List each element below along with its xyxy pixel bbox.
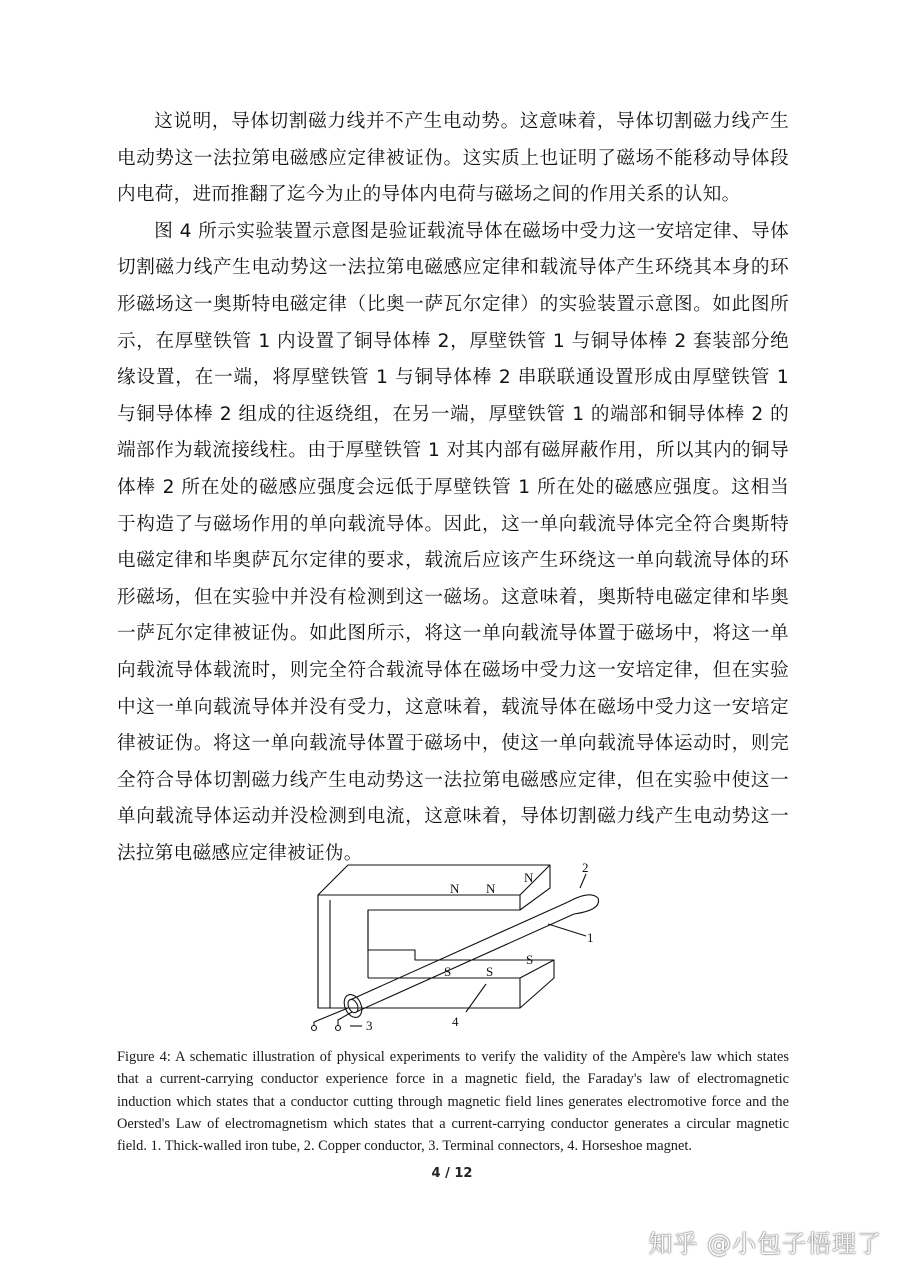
figure-caption: Figure 4: A schematic illustration of physical experiments to verify the validity of the Ampère's law which states that a current-carrying conductor experience force in a magnetic field, the Faraday's law of electromagnetic induction which states that a conductor cutting through magnetic field lines generates electromotive force and the Oersted's Law of electromagnetism which states that a current-carrying conductor generates a circular magnetic field. 1. Thick-walled iron tube, 2. Copper conductor, 3. Terminal connectors, 4. Horseshoe magnet.: [117, 1049, 789, 1155]
horseshoe-magnet: [318, 865, 554, 1008]
label-number-4: 4: [452, 1014, 459, 1029]
label-s-2: S: [486, 964, 494, 979]
label-s-1: S: [444, 964, 452, 979]
label-number-3: 3: [366, 1018, 373, 1033]
horseshoe-magnet-diagram: [290, 860, 620, 1040]
copper-rod: [568, 895, 599, 914]
label-number-2: 2: [582, 860, 589, 875]
paragraph-2: 图 4 所示实验装置示意图是验证载流导体在磁场中受力这一安培定律、导体切割磁力线产生电动势这一法拉第电磁感应定律和载流导体产生环绕其本身的环形磁场这一奥斯特电磁定律（比奥一萨瓦尔定律）的实验装置示意图。如此图所示，在厚壁铁管 1 内设置了铜导体棒 2，厚壁铁管 1 与铜导体棒 2 套装部分绝缘设置，在一端，将厚壁铁管 1 与铜导体棒 2 串联联通设置形成由厚壁铁管 1 与铜导体棒 2 组成的往返绕组，在另一端，厚壁铁管 1 的端部和铜导体棒 2 的端部作为载流接线柱。由于厚壁铁管 1 对其内部有磁屏蔽作用，所以其内的铜导体棒 2 所在处的磁感应强度会远低于厚壁铁管 1 所在处的磁感应强度。这相当于构造了与磁场作用的单向载流导体。因此，这一单向载流导体完全符合奥斯特电磁定律和毕奥萨瓦尔定律的要求，载流后应该产生环绕这一单向载流导体的环形磁场，但在实验中并没有检测到这一磁场。这意味着，奥斯特电磁定律和毕奥一萨瓦尔定律被证伪。如此图所示，将这一单向载流导体置于磁场中，将这一单向载流导体载流时，则完全符合载流导体在磁场中受力这一安培定律，但在实验中这一单向载流导体并没有受力，这意味着，载流导体在磁场中受力这一安培定律被证伪。将这一单向载流导体置于磁场中，使这一单向载流导体运动时，则完全符合导体切割磁力线产生电动势这一法拉第电磁感应定律，但在实验中使这一单向载流导体运动并没检测到电流，这意味着，导体切割磁力线产生电动势这一法拉第电磁感应定律被证伪。: [117, 220, 789, 864]
label-n-1: N: [450, 881, 460, 896]
paragraph-1: 这说明，导体切割磁力线并不产生电动势。这意味着，导体切割磁力线产生电动势这一法拉第电磁感应定律被证伪。这实质上也证明了磁场不能移动导体段内电荷，进而推翻了迄今为止的导体内电荷与磁场之间的作用关系的认知。: [117, 111, 789, 206]
label-number-1: 1: [587, 930, 594, 945]
label-n-2: N: [486, 881, 496, 896]
page-number: 4 / 12: [431, 1166, 473, 1181]
label-s-3: S: [526, 952, 534, 967]
iron-tube: [350, 902, 574, 1012]
label-n-3: N: [524, 870, 534, 885]
zhihu-watermark: 知乎 @小包子悟理了: [648, 1230, 882, 1258]
figure-4-diagram: [290, 860, 620, 1040]
body-text: [117, 104, 789, 872]
